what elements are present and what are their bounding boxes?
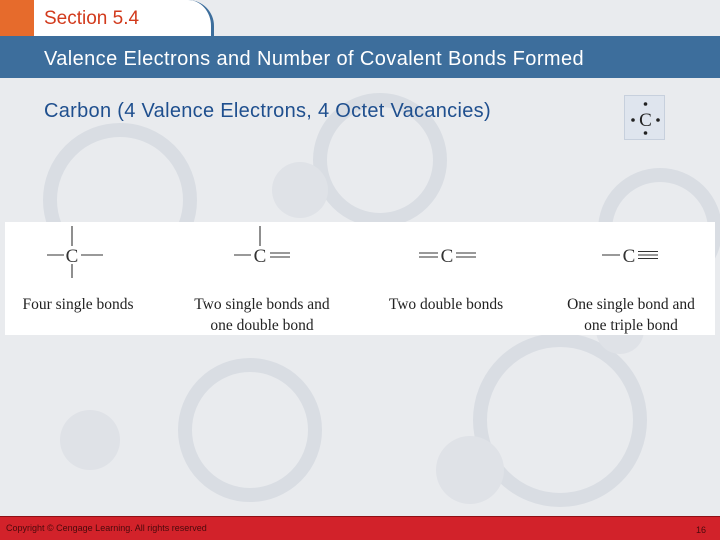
carbon-label-4: C <box>622 246 636 267</box>
caption-one-single-one-triple <box>550 294 712 336</box>
page-number: 16 <box>695 525 706 535</box>
caption-line: one triple bond <box>584 317 678 334</box>
slide-title: Valence Electrons and Number of Covalent Bonds Formed <box>44 48 584 70</box>
section-label: Section 5.4 <box>44 8 140 29</box>
lewis-dot-top <box>644 102 648 106</box>
carbon-label-3: C <box>440 246 454 267</box>
caption-two-double-bonds <box>375 294 517 315</box>
bonding-figure <box>5 222 715 335</box>
accent-square <box>0 0 34 36</box>
lewis-dot-left <box>631 118 635 122</box>
slide-subtitle: Carbon (4 Valence Electrons, 4 Octet Vacancies) <box>44 100 491 122</box>
carbon-label-2: C <box>253 246 267 267</box>
caption-two-single-one-double <box>177 294 347 336</box>
lewis-symbol-element: C <box>639 110 652 131</box>
bond-structures <box>5 222 715 282</box>
caption-line: One single bond and <box>567 296 695 313</box>
caption-four-single-bonds <box>5 294 151 315</box>
lewis-symbol-carbon <box>624 95 665 140</box>
lewis-dot-right <box>656 118 660 122</box>
caption-line: Two single bonds and <box>194 296 330 313</box>
caption-line: Four single bonds <box>22 296 134 313</box>
copyright-notice: Copyright © Cengage Learning. All rights reserved <box>6 523 207 533</box>
carbon-label-1: C <box>65 246 79 267</box>
caption-line: one double bond <box>210 317 314 334</box>
caption-line: Two double bonds <box>388 296 504 313</box>
lewis-dot-bottom <box>644 131 648 135</box>
footer-bar <box>0 516 720 540</box>
